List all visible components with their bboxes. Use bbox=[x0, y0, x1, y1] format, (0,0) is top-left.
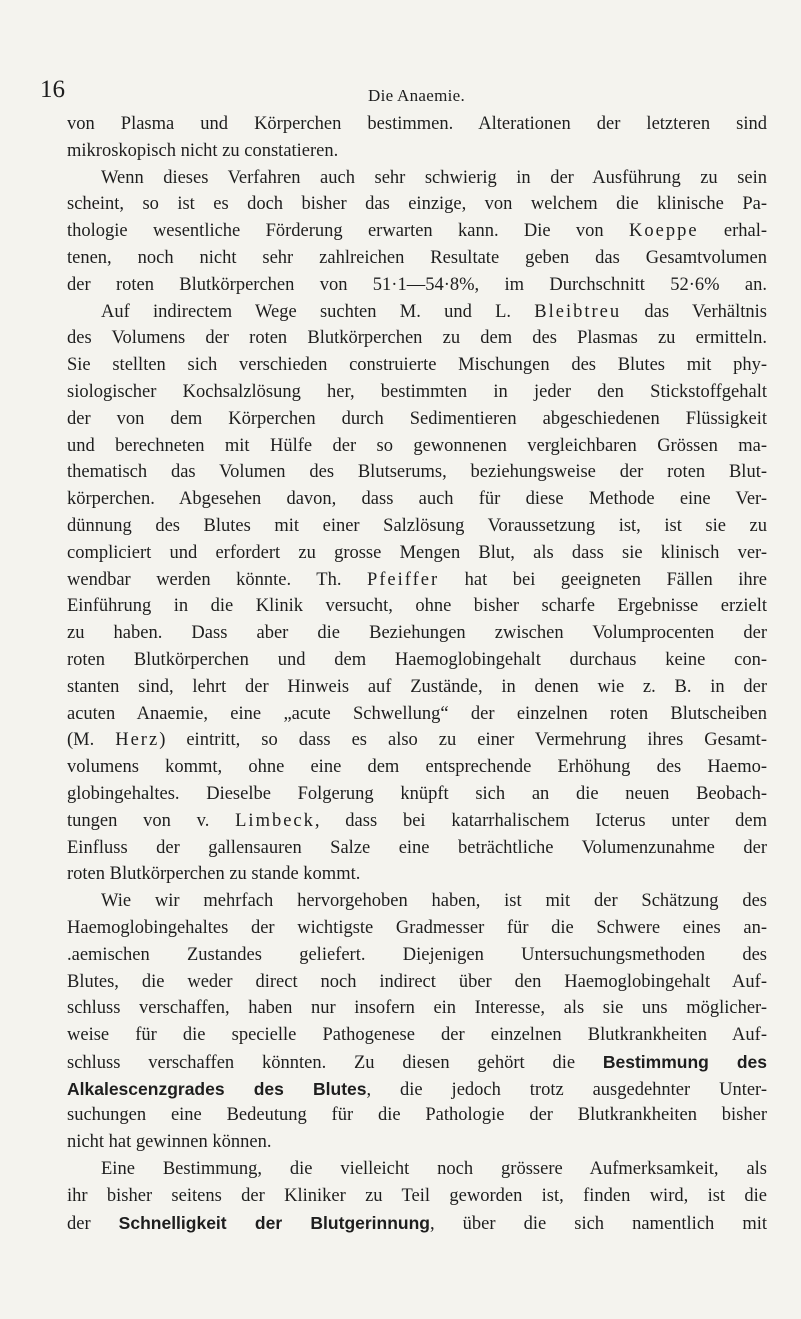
text-line: roten Blutkörperchen und dem Haemoglobingehalt durchaus keine con- bbox=[67, 649, 767, 670]
text-line: wendbar werden könnte. Th. Pfeiffer hat bei geeigneten Fällen ihre bbox=[67, 569, 767, 590]
text-line: und berechneten mit Hülfe der so gewonnenen vergleichbaren Grössen ma- bbox=[67, 435, 767, 456]
text-line: acuten Anaemie, eine „acute Schwellung“ der einzelnen roten Blutscheiben bbox=[67, 703, 767, 724]
text-line: Alkalescenzgrades des Blutes, die jedoch trotz ausgedehnter Unter- bbox=[67, 1078, 767, 1100]
text-line: roten Blutkörperchen zu stande kommt. bbox=[67, 864, 361, 885]
page-number: 16 bbox=[40, 76, 65, 103]
text-line: Wie wir mehrfach hervorgehoben haben, ist mit der Schätzung des bbox=[101, 891, 767, 912]
text-line: scheint, so ist es doch bisher das einzige, von welchem die klinische Pa- bbox=[67, 194, 767, 215]
text-line: der roten Blutkörperchen von 51·1—54·8%, im Durchschnitt 52·6% an. bbox=[67, 274, 767, 295]
text-line: Einführung in die Klinik versucht, ohne bisher scharfe Ergebnisse erzielt bbox=[67, 596, 767, 617]
text-line: Wenn dieses Verfahren auch sehr schwierig in der Ausführung zu sein bbox=[101, 167, 767, 188]
text-line: compliciert und erfordert zu grosse Mengen Blut, als dass sie klinisch ver- bbox=[67, 542, 767, 563]
text-line: der Schnelligkeit der Blutgerinnung, über die sich namentlich mit bbox=[67, 1212, 767, 1234]
text-line: des Volumens der roten Blutkörperchen zu dem des Plasmas zu ermitteln. bbox=[67, 328, 767, 349]
running-title: Die Anaemie. bbox=[368, 86, 466, 105]
page-header bbox=[0, 68, 801, 108]
text-line: stanten sind, lehrt der Hinweis auf Zustände, in denen wie z. B. in der bbox=[67, 676, 767, 697]
text-line: mikroskopisch nicht zu constatieren. bbox=[67, 140, 339, 161]
text-line: siologischer Kochsalzlösung her, bestimmten in jeder den Stickstoffgehalt bbox=[67, 381, 767, 402]
body-text bbox=[67, 111, 767, 1236]
text-line: (M. Herz) eintritt, so dass es also zu einer Vermehrung ihres Gesamt- bbox=[67, 730, 767, 751]
text-line: Blutes, die weder direct noch indirect über den Haemoglobingehalt Auf- bbox=[67, 971, 767, 992]
text-line: thologie wesentliche Förderung erwarten kann. Die von Koeppe erhal- bbox=[67, 221, 767, 242]
text-line: Eine Bestimmung, die vielleicht noch grössere Aufmerksamkeit, als bbox=[101, 1159, 767, 1180]
text-line: Sie stellten sich verschieden construierte Mischungen des Blutes mit phy- bbox=[67, 355, 767, 376]
text-line: weise für die specielle Pathogenese der einzelnen Blutkrankheiten Auf- bbox=[67, 1025, 767, 1046]
text-line: der von dem Körperchen durch Sedimentieren abgeschiedenen Flüssigkeit bbox=[67, 408, 767, 429]
text-line: Einfluss der gallensauren Salze eine beträchtliche Volumenzunahme der bbox=[67, 837, 767, 858]
text-line: ihr bisher seitens der Kliniker zu Teil geworden ist, finden wird, ist die bbox=[67, 1185, 767, 1206]
text-line: Haemoglobingehaltes der wichtigste Gradmesser für die Schwere eines an- bbox=[67, 917, 767, 938]
text-line: volumens kommt, ohne eine dem entsprechende Erhöhung des Haemo- bbox=[67, 757, 767, 778]
text-line: körperchen. Abgesehen davon, dass auch für diese Methode eine Ver- bbox=[67, 489, 767, 510]
text-line: tenen, noch nicht sehr zahlreichen Resultate geben das Gesamtvolumen bbox=[67, 247, 767, 268]
text-line: schluss verschaffen, haben nur insofern ein Interesse, als sie uns möglicher- bbox=[67, 998, 767, 1019]
text-line: schluss verschaffen könnten. Zu diesen gehört die Bestimmung des bbox=[67, 1051, 767, 1073]
text-line: Auf indirectem Wege suchten M. und L. Bleibtreu das Verhältnis bbox=[101, 301, 767, 322]
text-line: dünnung des Blutes mit einer Salzlösung Voraussetzung ist, ist sie zu bbox=[67, 515, 767, 536]
text-line: thematisch das Volumen des Blutserums, beziehungsweise der roten Blut- bbox=[67, 462, 767, 483]
text-line: .aemischen Zustandes geliefert. Diejenigen Untersuchungsmethoden des bbox=[67, 944, 767, 965]
text-line: zu haben. Dass aber die Beziehungen zwischen Volumprocenten der bbox=[67, 623, 767, 644]
text-line: nicht hat gewinnen können. bbox=[67, 1132, 272, 1153]
text-line: tungen von v. Limbeck, dass bei katarrhalischem Icterus unter dem bbox=[67, 810, 767, 831]
text-line: suchungen eine Bedeutung für die Pathologie der Blutkrankheiten bisher bbox=[67, 1105, 767, 1126]
text-line: von Plasma und Körperchen bestimmen. Alterationen der letzteren sind bbox=[67, 114, 767, 134]
text-line: globingehaltes. Dieselbe Folgerung knüpft sich an die neuen Beobach- bbox=[67, 783, 767, 804]
